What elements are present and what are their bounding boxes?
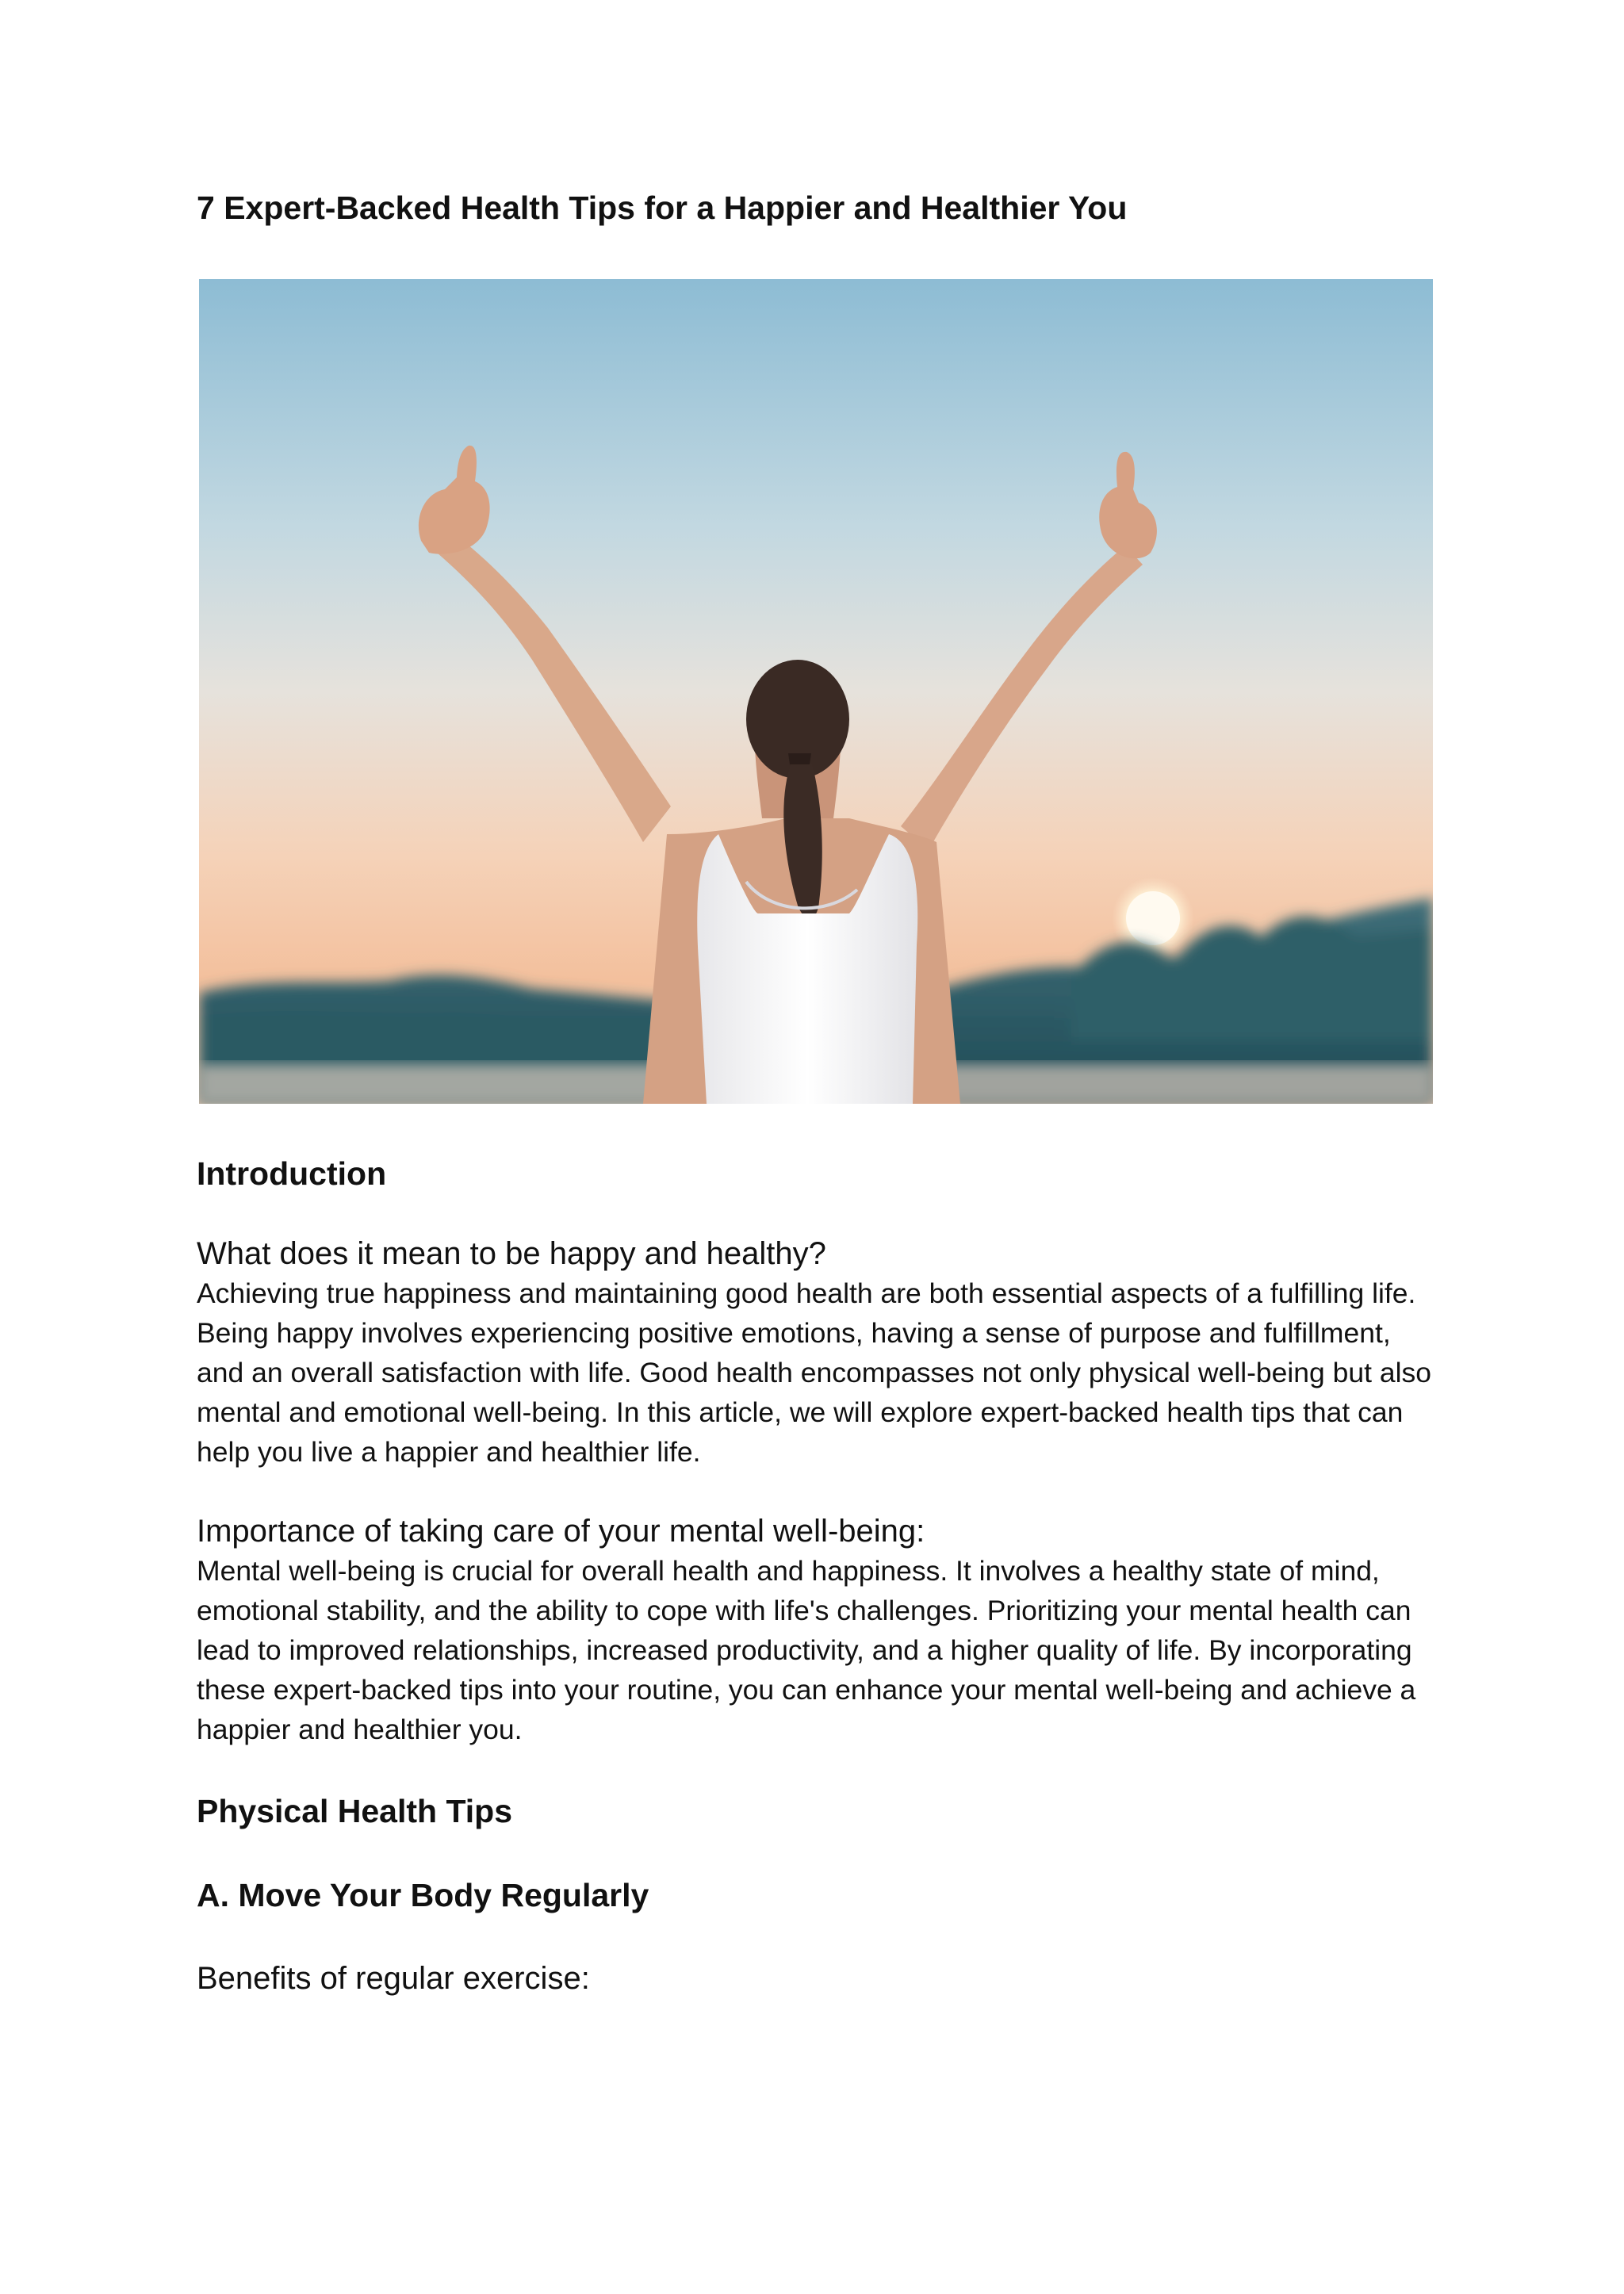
physical-health-heading: Physical Health Tips: [197, 1793, 513, 1829]
article-body: [197, 187, 1434, 1998]
q2-heading: Importance of taking care of your mental well-being:: [197, 1514, 925, 1549]
q1-paragraph: Achieving true happiness and maintaining good health are both essential aspects of a fulfilling life. Being happy involves experiencing positive emotions, having a sense of purpose and fulfillment, and an overall satisfaction with life. Good health encompasses not only physical well-being but also mental and emotional well-being. In this article, we will explore expert-backed health tips that can help you live a happier and healthier life.: [197, 1277, 1431, 1468]
hero-photo: [199, 279, 1433, 1104]
article-title: 7 Expert-Backed Health Tips for a Happier and Healthier You: [197, 190, 1128, 226]
photo-woman-thumbs-up-sunset-icon: [199, 279, 1433, 1104]
introduction-heading: Introduction: [197, 1155, 387, 1192]
tip-a-heading: A. Move Your Body Regularly: [197, 1877, 649, 1913]
q1-heading: What does it mean to be happy and healthy?: [197, 1236, 826, 1271]
benefits-heading: Benefits of regular exercise:: [197, 1961, 590, 1996]
q2-paragraph: Mental well-being is crucial for overall health and happiness. It involves a healthy state of mind, emotional stability, and the ability to cope with life's challenges. Prioritizing your mental health can lead to improved relationships, increased productivity, and a higher quality of life. By incorporating these expert-backed tips into your routine, you can enhance your mental well-being and achieve a happier and healthier you.: [197, 1555, 1416, 1745]
